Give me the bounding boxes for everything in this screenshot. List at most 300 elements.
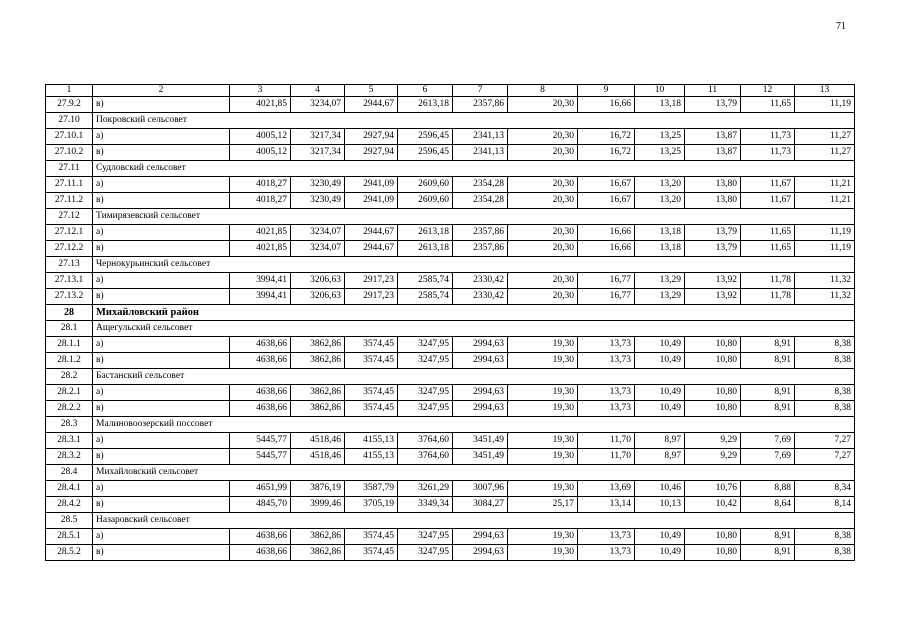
value-cell: 4638,66 <box>230 401 291 417</box>
value-cell: 2994,63 <box>453 353 508 369</box>
section-title: Малиновоозерский поссовет <box>93 417 855 433</box>
value-cell: 13,29 <box>635 273 685 289</box>
value-cell: 5445,77 <box>230 449 291 465</box>
value-cell: 11,78 <box>741 273 795 289</box>
value-cell: 3247,95 <box>398 545 453 561</box>
value-cell: 2994,63 <box>453 385 508 401</box>
column-header: 2 <box>93 85 230 97</box>
table-row <box>46 353 855 369</box>
table-row <box>46 289 855 305</box>
value-cell: 3574,45 <box>345 529 398 545</box>
value-cell: 3234,07 <box>291 241 345 257</box>
column-header: 9 <box>578 85 635 97</box>
value-cell: 4638,66 <box>230 529 291 545</box>
value-cell: 8,97 <box>635 449 685 465</box>
value-cell: 3587,79 <box>345 481 398 497</box>
value-cell: 13,73 <box>578 353 635 369</box>
value-cell: 13,69 <box>578 481 635 497</box>
row-code: 27.13.1 <box>46 273 93 289</box>
tariff-table <box>45 84 855 561</box>
row-code: 28.4.2 <box>46 497 93 513</box>
column-header: 13 <box>795 85 855 97</box>
value-cell: 13,14 <box>578 497 635 513</box>
section-title: Ащегульский сельсовет <box>93 321 855 337</box>
value-cell: 2357,86 <box>453 241 508 257</box>
value-cell: 4021,85 <box>230 97 291 113</box>
value-cell: 20,30 <box>508 177 578 193</box>
value-cell: 3862,86 <box>291 401 345 417</box>
value-cell: 2585,74 <box>398 289 453 305</box>
value-cell: 13,79 <box>685 225 741 241</box>
value-cell: 3994,41 <box>230 273 291 289</box>
value-cell: 13,92 <box>685 273 741 289</box>
value-cell: 10,80 <box>685 353 741 369</box>
value-cell: 2330,42 <box>453 273 508 289</box>
section-code: 28.4 <box>46 465 93 481</box>
value-cell: 2941,09 <box>345 193 398 209</box>
row-code: 27.12.1 <box>46 225 93 241</box>
row-label: в) <box>93 289 230 305</box>
value-cell: 2613,18 <box>398 225 453 241</box>
value-cell: 11,21 <box>795 193 855 209</box>
value-cell: 3261,29 <box>398 481 453 497</box>
column-header: 6 <box>398 85 453 97</box>
value-cell: 3234,07 <box>291 97 345 113</box>
row-label: в) <box>93 401 230 417</box>
value-cell: 3574,45 <box>345 337 398 353</box>
value-cell: 2357,86 <box>453 225 508 241</box>
row-label: в) <box>93 193 230 209</box>
value-cell: 19,30 <box>508 481 578 497</box>
value-cell: 2609,60 <box>398 177 453 193</box>
value-cell: 11,70 <box>578 433 635 449</box>
value-cell: 2944,67 <box>345 241 398 257</box>
table-row <box>46 241 855 257</box>
value-cell: 13,18 <box>635 225 685 241</box>
value-cell: 3876,19 <box>291 481 345 497</box>
table-row <box>46 497 855 513</box>
value-cell: 2917,23 <box>345 289 398 305</box>
value-cell: 13,79 <box>685 241 741 257</box>
value-cell: 16,67 <box>578 193 635 209</box>
row-label: в) <box>93 145 230 161</box>
value-cell: 20,30 <box>508 289 578 305</box>
value-cell: 19,30 <box>508 529 578 545</box>
value-cell: 3206,63 <box>291 289 345 305</box>
value-cell: 19,30 <box>508 433 578 449</box>
value-cell: 2596,45 <box>398 145 453 161</box>
value-cell: 3349,34 <box>398 497 453 513</box>
page-number: 71 <box>836 21 846 32</box>
value-cell: 13,73 <box>578 401 635 417</box>
header-row <box>46 85 855 97</box>
section-header-row <box>46 465 855 481</box>
row-code: 27.13.2 <box>46 289 93 305</box>
value-cell: 3764,60 <box>398 449 453 465</box>
value-cell: 11,67 <box>741 177 795 193</box>
value-cell: 2596,45 <box>398 129 453 145</box>
value-cell: 4021,85 <box>230 225 291 241</box>
row-label: а) <box>93 225 230 241</box>
value-cell: 13,87 <box>685 145 741 161</box>
district-header-row <box>46 305 855 321</box>
table-row <box>46 433 855 449</box>
value-cell: 3007,96 <box>453 481 508 497</box>
value-cell: 16,67 <box>578 177 635 193</box>
value-cell: 3234,07 <box>291 225 345 241</box>
value-cell: 8,38 <box>795 353 855 369</box>
value-cell: 13,29 <box>635 289 685 305</box>
value-cell: 13,79 <box>685 97 741 113</box>
value-cell: 8,34 <box>795 481 855 497</box>
value-cell: 4518,46 <box>291 433 345 449</box>
value-cell: 11,21 <box>795 177 855 193</box>
value-cell: 16,77 <box>578 273 635 289</box>
section-title: Судловский сельсовет <box>93 161 855 177</box>
value-cell: 10,80 <box>685 401 741 417</box>
value-cell: 4018,27 <box>230 193 291 209</box>
value-cell: 2357,86 <box>453 97 508 113</box>
value-cell: 10,80 <box>685 545 741 561</box>
value-cell: 3862,86 <box>291 353 345 369</box>
value-cell: 8,91 <box>741 545 795 561</box>
section-title: Бастанский сельсовет <box>93 369 855 385</box>
value-cell: 20,30 <box>508 225 578 241</box>
table-row <box>46 385 855 401</box>
column-header: 11 <box>685 85 741 97</box>
value-cell: 11,27 <box>795 145 855 161</box>
value-cell: 8,88 <box>741 481 795 497</box>
value-cell: 3084,27 <box>453 497 508 513</box>
section-title: Чернокурьинский сельсовет <box>93 257 855 273</box>
value-cell: 3862,86 <box>291 337 345 353</box>
value-cell: 3451,49 <box>453 449 508 465</box>
value-cell: 10,49 <box>635 353 685 369</box>
section-header-row <box>46 257 855 273</box>
value-cell: 3574,45 <box>345 545 398 561</box>
value-cell: 11,27 <box>795 129 855 145</box>
row-code: 28.2.2 <box>46 401 93 417</box>
section-title: Покровский сельсовет <box>93 113 855 129</box>
value-cell: 19,30 <box>508 449 578 465</box>
section-title: Михайловский район <box>93 305 855 321</box>
section-code: 27.13 <box>46 257 93 273</box>
section-code: 28.5 <box>46 513 93 529</box>
value-cell: 3705,19 <box>345 497 398 513</box>
row-label: в) <box>93 449 230 465</box>
row-code: 27.10.1 <box>46 129 93 145</box>
value-cell: 8,14 <box>795 497 855 513</box>
value-cell: 10,49 <box>635 337 685 353</box>
value-cell: 20,30 <box>508 241 578 257</box>
value-cell: 10,49 <box>635 401 685 417</box>
row-label: в) <box>93 353 230 369</box>
value-cell: 2994,63 <box>453 545 508 561</box>
value-cell: 3862,86 <box>291 529 345 545</box>
value-cell: 2330,42 <box>453 289 508 305</box>
table-row <box>46 337 855 353</box>
value-cell: 13,73 <box>578 337 635 353</box>
value-cell: 10,46 <box>635 481 685 497</box>
row-code: 28.4.1 <box>46 481 93 497</box>
value-cell: 2917,23 <box>345 273 398 289</box>
value-cell: 3217,34 <box>291 145 345 161</box>
value-cell: 11,65 <box>741 241 795 257</box>
value-cell: 2927,94 <box>345 129 398 145</box>
value-cell: 13,73 <box>578 529 635 545</box>
value-cell: 13,25 <box>635 145 685 161</box>
value-cell: 2994,63 <box>453 337 508 353</box>
value-cell: 3247,95 <box>398 337 453 353</box>
row-code: 28.5.2 <box>46 545 93 561</box>
value-cell: 20,30 <box>508 129 578 145</box>
value-cell: 2613,18 <box>398 97 453 113</box>
value-cell: 8,38 <box>795 545 855 561</box>
value-cell: 2341,13 <box>453 129 508 145</box>
row-label: в) <box>93 545 230 561</box>
value-cell: 2994,63 <box>453 401 508 417</box>
value-cell: 4638,66 <box>230 353 291 369</box>
value-cell: 5445,77 <box>230 433 291 449</box>
value-cell: 3574,45 <box>345 353 398 369</box>
section-code: 27.12 <box>46 209 93 225</box>
row-label: в) <box>93 241 230 257</box>
value-cell: 8,91 <box>741 401 795 417</box>
table-row <box>46 529 855 545</box>
value-cell: 13,18 <box>635 241 685 257</box>
value-cell: 4005,12 <box>230 145 291 161</box>
section-code: 27.11 <box>46 161 93 177</box>
section-header-row <box>46 369 855 385</box>
table-row <box>46 481 855 497</box>
value-cell: 13,87 <box>685 129 741 145</box>
value-cell: 3217,34 <box>291 129 345 145</box>
value-cell: 20,30 <box>508 97 578 113</box>
value-cell: 3247,95 <box>398 385 453 401</box>
table-row <box>46 145 855 161</box>
section-header-row <box>46 417 855 433</box>
value-cell: 16,72 <box>578 129 635 145</box>
value-cell: 2613,18 <box>398 241 453 257</box>
value-cell: 4021,85 <box>230 241 291 257</box>
value-cell: 4638,66 <box>230 545 291 561</box>
value-cell: 3999,46 <box>291 497 345 513</box>
value-cell: 11,65 <box>741 225 795 241</box>
value-cell: 8,91 <box>741 353 795 369</box>
value-cell: 13,73 <box>578 545 635 561</box>
value-cell: 2609,60 <box>398 193 453 209</box>
value-cell: 11,73 <box>741 145 795 161</box>
value-cell: 4638,66 <box>230 337 291 353</box>
row-code: 28.1.1 <box>46 337 93 353</box>
value-cell: 13,80 <box>685 193 741 209</box>
value-cell: 8,91 <box>741 337 795 353</box>
value-cell: 11,67 <box>741 193 795 209</box>
value-cell: 16,66 <box>578 225 635 241</box>
row-code: 27.11.2 <box>46 193 93 209</box>
section-code: 28.3 <box>46 417 93 433</box>
value-cell: 10,80 <box>685 385 741 401</box>
value-cell: 11,32 <box>795 289 855 305</box>
section-header-row <box>46 161 855 177</box>
row-label: а) <box>93 433 230 449</box>
value-cell: 8,91 <box>741 385 795 401</box>
value-cell: 20,30 <box>508 273 578 289</box>
row-code: 27.10.2 <box>46 145 93 161</box>
column-header: 1 <box>46 85 93 97</box>
value-cell: 16,77 <box>578 289 635 305</box>
value-cell: 11,32 <box>795 273 855 289</box>
value-cell: 11,19 <box>795 225 855 241</box>
value-cell: 9,29 <box>685 433 741 449</box>
value-cell: 3994,41 <box>230 289 291 305</box>
value-cell: 3230,49 <box>291 193 345 209</box>
column-header: 10 <box>635 85 685 97</box>
row-code: 28.3.2 <box>46 449 93 465</box>
value-cell: 10,49 <box>635 545 685 561</box>
value-cell: 2341,13 <box>453 145 508 161</box>
value-cell: 2941,09 <box>345 177 398 193</box>
value-cell: 8,64 <box>741 497 795 513</box>
value-cell: 13,20 <box>635 193 685 209</box>
value-cell: 2994,63 <box>453 529 508 545</box>
value-cell: 10,80 <box>685 337 741 353</box>
value-cell: 19,30 <box>508 545 578 561</box>
section-title: Михайловский сельсовет <box>93 465 855 481</box>
section-header-row <box>46 113 855 129</box>
section-code: 27.10 <box>46 113 93 129</box>
value-cell: 13,73 <box>578 385 635 401</box>
value-cell: 4155,13 <box>345 449 398 465</box>
section-header-row <box>46 513 855 529</box>
value-cell: 16,66 <box>578 97 635 113</box>
value-cell: 7,27 <box>795 433 855 449</box>
value-cell: 3862,86 <box>291 385 345 401</box>
row-label: в) <box>93 497 230 513</box>
value-cell: 8,97 <box>635 433 685 449</box>
value-cell: 10,49 <box>635 529 685 545</box>
value-cell: 2354,28 <box>453 193 508 209</box>
row-label: а) <box>93 337 230 353</box>
value-cell: 8,91 <box>741 529 795 545</box>
value-cell: 11,19 <box>795 241 855 257</box>
column-header: 4 <box>291 85 345 97</box>
table-row <box>46 401 855 417</box>
value-cell: 10,49 <box>635 385 685 401</box>
value-cell: 3764,60 <box>398 433 453 449</box>
value-cell: 19,30 <box>508 353 578 369</box>
row-label: а) <box>93 273 230 289</box>
value-cell: 4651,99 <box>230 481 291 497</box>
row-label: а) <box>93 529 230 545</box>
value-cell: 16,66 <box>578 241 635 257</box>
value-cell: 11,78 <box>741 289 795 305</box>
row-code: 28.3.1 <box>46 433 93 449</box>
value-cell: 13,92 <box>685 289 741 305</box>
value-cell: 8,38 <box>795 337 855 353</box>
value-cell: 7,69 <box>741 449 795 465</box>
column-header: 7 <box>453 85 508 97</box>
value-cell: 3247,95 <box>398 353 453 369</box>
table-row <box>46 449 855 465</box>
value-cell: 19,30 <box>508 337 578 353</box>
value-cell: 16,72 <box>578 145 635 161</box>
value-cell: 2927,94 <box>345 145 398 161</box>
value-cell: 3247,95 <box>398 401 453 417</box>
value-cell: 3230,49 <box>291 177 345 193</box>
value-cell: 25,17 <box>508 497 578 513</box>
value-cell: 3574,45 <box>345 385 398 401</box>
value-cell: 10,76 <box>685 481 741 497</box>
value-cell: 4005,12 <box>230 129 291 145</box>
value-cell: 2585,74 <box>398 273 453 289</box>
value-cell: 8,38 <box>795 385 855 401</box>
value-cell: 19,30 <box>508 401 578 417</box>
value-cell: 3862,86 <box>291 545 345 561</box>
table-row <box>46 193 855 209</box>
value-cell: 13,20 <box>635 177 685 193</box>
row-label: а) <box>93 481 230 497</box>
table-row <box>46 545 855 561</box>
value-cell: 8,38 <box>795 401 855 417</box>
value-cell: 13,80 <box>685 177 741 193</box>
value-cell: 4155,13 <box>345 433 398 449</box>
value-cell: 8,38 <box>795 529 855 545</box>
section-header-row <box>46 321 855 337</box>
value-cell: 11,70 <box>578 449 635 465</box>
row-code: 27.9.2 <box>46 97 93 113</box>
value-cell: 11,65 <box>741 97 795 113</box>
value-cell: 4845,70 <box>230 497 291 513</box>
value-cell: 13,25 <box>635 129 685 145</box>
section-header-row <box>46 209 855 225</box>
value-cell: 10,80 <box>685 529 741 545</box>
value-cell: 7,69 <box>741 433 795 449</box>
value-cell: 7,27 <box>795 449 855 465</box>
value-cell: 10,13 <box>635 497 685 513</box>
value-cell: 20,30 <box>508 193 578 209</box>
value-cell: 4638,66 <box>230 385 291 401</box>
section-code: 28.2 <box>46 369 93 385</box>
value-cell: 20,30 <box>508 145 578 161</box>
row-code: 28.1.2 <box>46 353 93 369</box>
row-label: а) <box>93 177 230 193</box>
table-row <box>46 129 855 145</box>
value-cell: 10,42 <box>685 497 741 513</box>
value-cell: 11,73 <box>741 129 795 145</box>
value-cell: 3574,45 <box>345 401 398 417</box>
section-title: Тимирязевский сельсовет <box>93 209 855 225</box>
value-cell: 4018,27 <box>230 177 291 193</box>
column-header: 5 <box>345 85 398 97</box>
value-cell: 3451,49 <box>453 433 508 449</box>
value-cell: 13,18 <box>635 97 685 113</box>
value-cell: 4518,46 <box>291 449 345 465</box>
row-code: 28.2.1 <box>46 385 93 401</box>
value-cell: 11,19 <box>795 97 855 113</box>
value-cell: 2354,28 <box>453 177 508 193</box>
column-header: 12 <box>741 85 795 97</box>
value-cell: 3206,63 <box>291 273 345 289</box>
row-code: 28.5.1 <box>46 529 93 545</box>
value-cell: 19,30 <box>508 385 578 401</box>
value-cell: 3247,95 <box>398 529 453 545</box>
row-label: а) <box>93 129 230 145</box>
row-label: в) <box>93 97 230 113</box>
table-row <box>46 225 855 241</box>
table-row <box>46 177 855 193</box>
table-row <box>46 273 855 289</box>
